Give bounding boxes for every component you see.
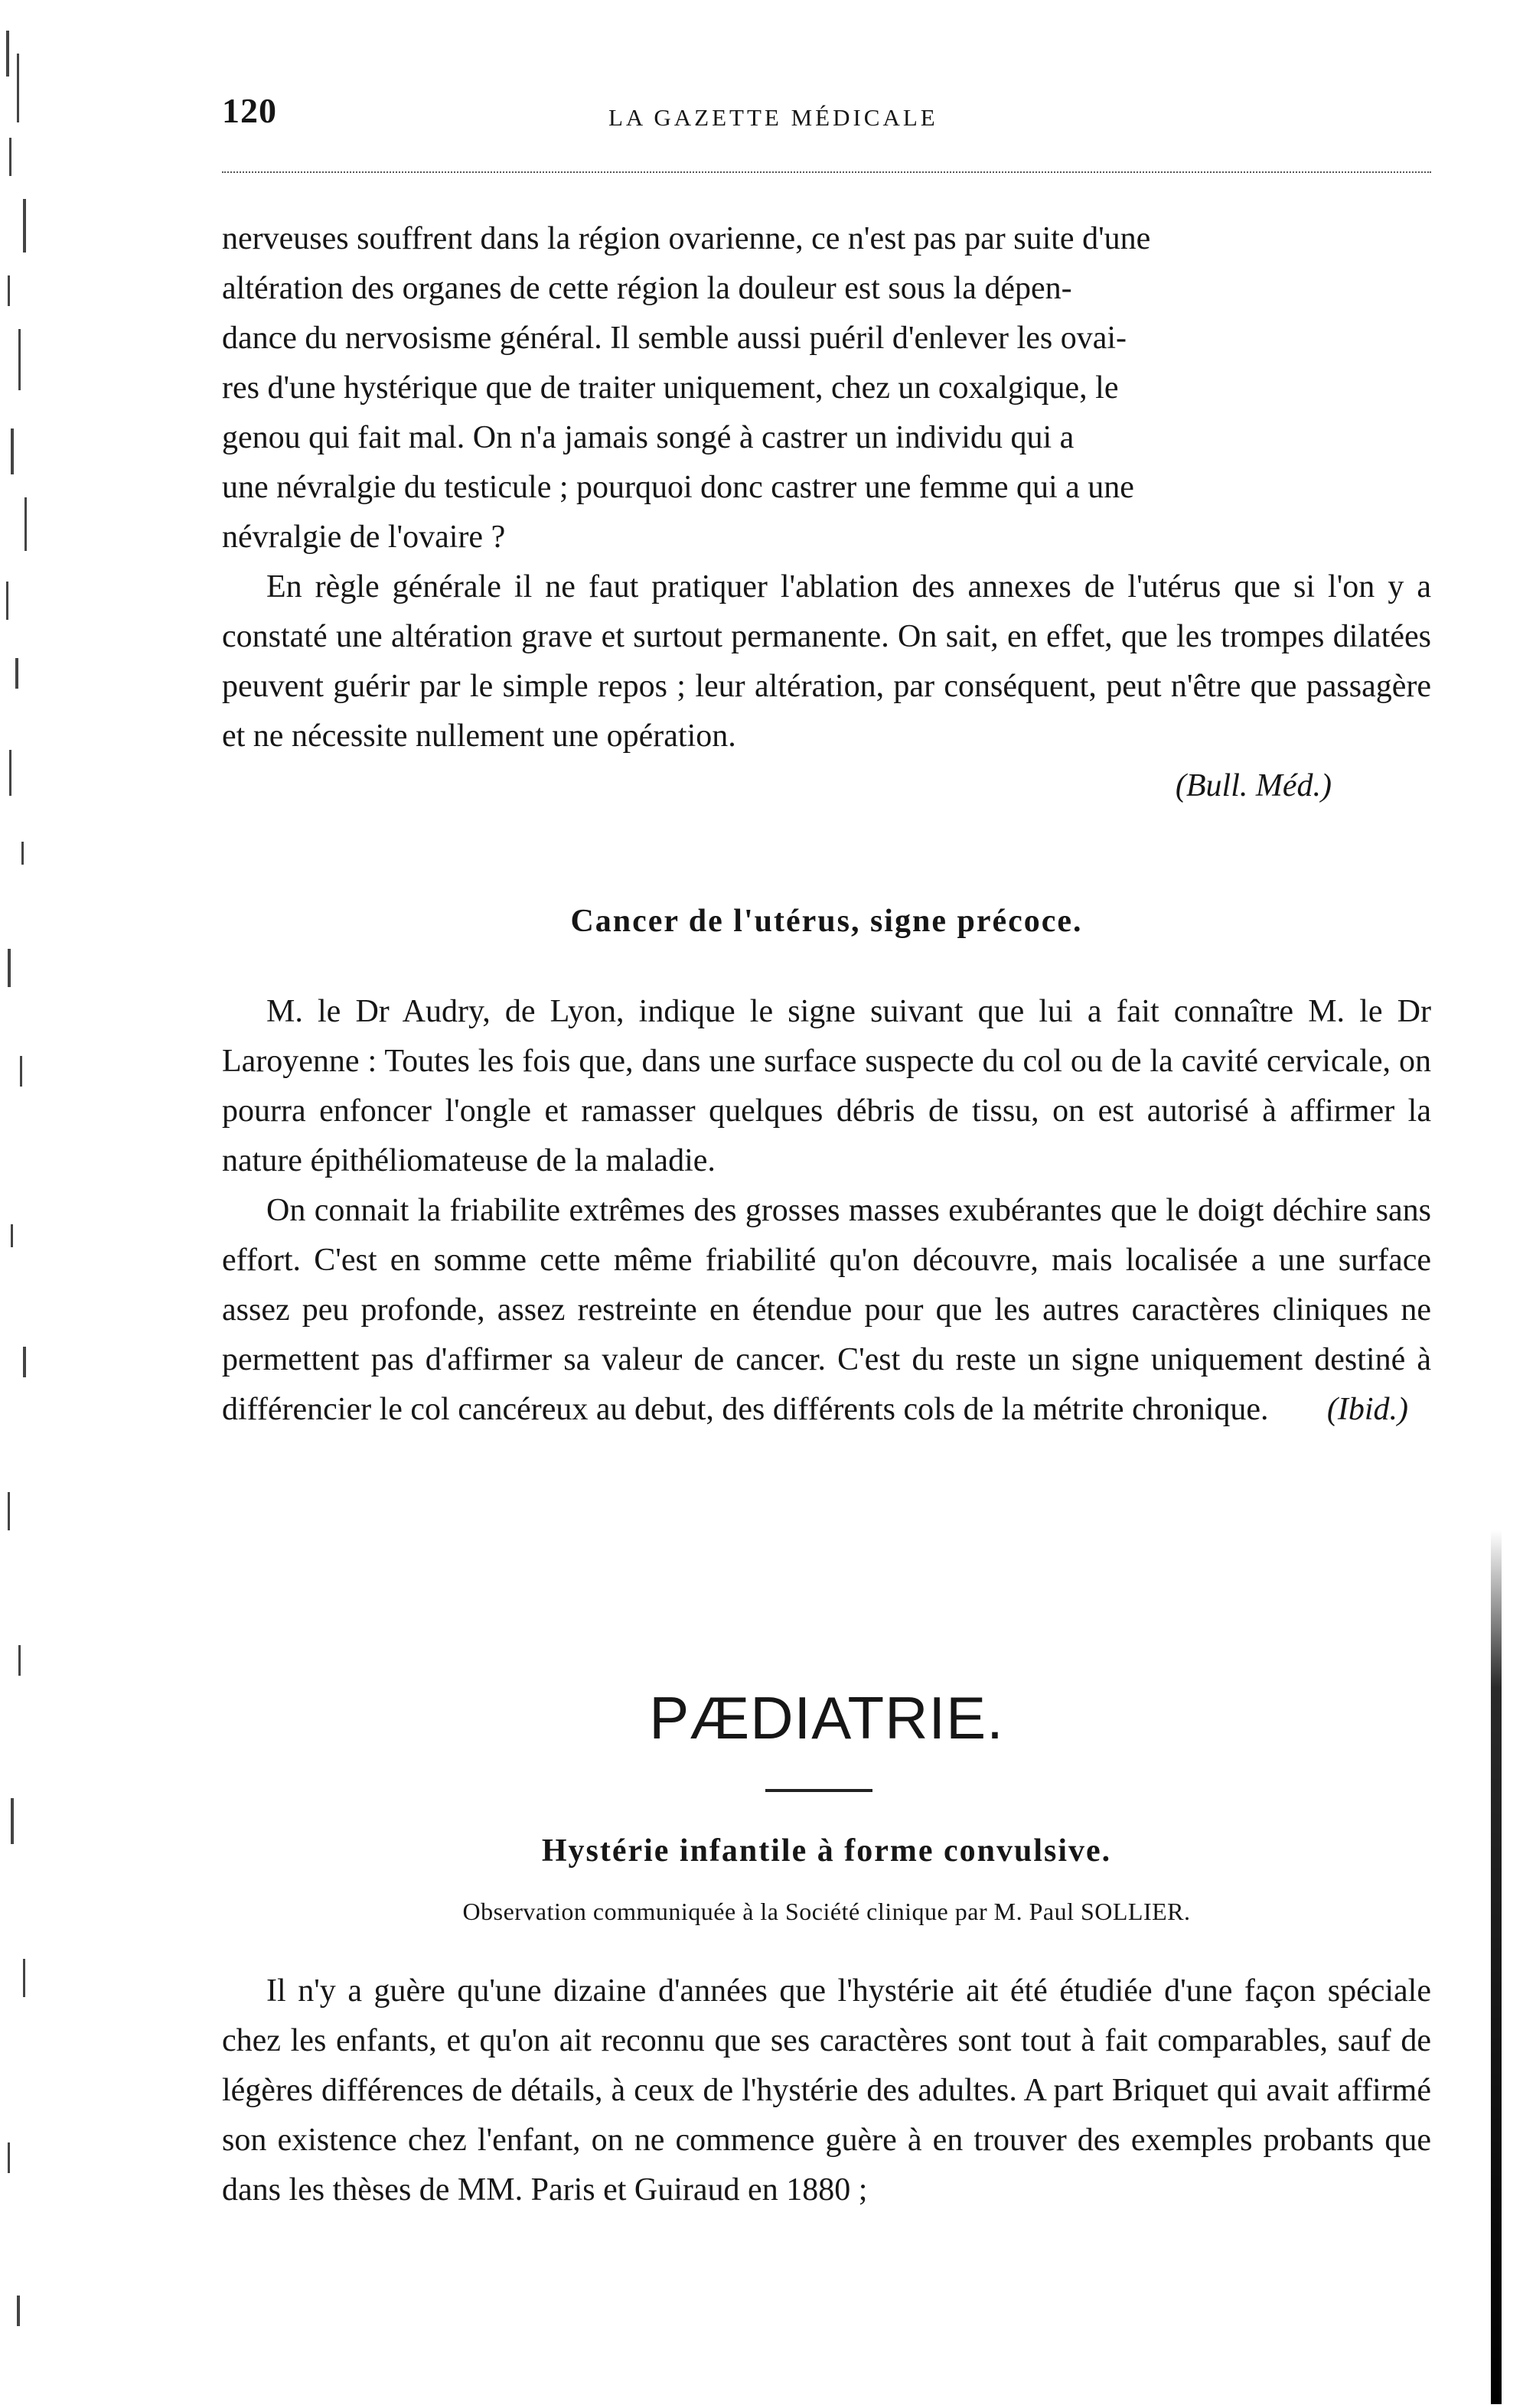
journal-title: LA GAZETTE MÉDICALE [608, 104, 938, 131]
article-heading: Hystérie infantile à forme convulsive. [541, 1833, 1112, 1869]
paragraph-line: névralgie de l'ovaire ? [222, 520, 506, 555]
section-title: PÆDIATRIE. [649, 1684, 1004, 1751]
article-heading: Cancer de l'utérus, signe précoce. [570, 904, 1083, 939]
article-body [222, 987, 1431, 1435]
page-number: 120 [222, 91, 277, 130]
citation: (Ibid.) [1326, 1392, 1408, 1427]
running-head [222, 90, 1431, 144]
scan-margin-artifacts [0, 0, 61, 2404]
paragraph: Il n'y a guère qu'une dizaine d'années que l'hystérie ait été étudiée d'une façon spéciale chez les enfants, et qu'on ait reconnu que ses caractères sont tout à fait comparables, sauf de légères différences de détails, à ceux de l'hystérie des adultes. A part Briquet qui avait affirmé son existence chez l'enfant, on ne commence guère à en trouver des exemples probants que dans les thèses de MM. Paris et Guiraud en 1880 ; [222, 1973, 1431, 2208]
paragraph-line: altération des organes de cette région la douleur est sous la dépen- [222, 271, 1072, 306]
scan-speckle-icon [0, 0, 61, 2404]
citation: (Bull. Méd.) [1175, 768, 1332, 803]
paragraph-line: res d'une hystérique que de traiter uniquement, chez un coxalgique, le [222, 370, 1119, 406]
paragraph: En règle générale il ne faut pratiquer l'ablation des annexes de l'utérus que si l'on y a constaté une altération grave et surtout permanente. On sait, en effet, que les trompes dilatées peuvent guérir par le simple repos ; leur altération, par conséquent, peut n'être que passagère et ne nécessite nullement une opération. [222, 569, 1431, 754]
paragraph-text: On connait la friabilite extrêmes des grosses masses exubérantes que le doigt déchire sans effort. C'est en somme cette même friabilité qu'on découvre, mais localisée a une surface assez peu profonde, assez restreinte en étendue pour que les autres caractères cliniques ne permettent pas d'affirmer sa valeur de cancer. C'est du reste un signe uniquement destiné à différencier le col cancéreux au debut, des différents cols de la métrite chronique. [222, 1193, 1431, 1427]
paragraph-line: une névralgie du testicule ; pourquoi donc castrer une femme qui a une [222, 470, 1134, 505]
header-divider [222, 171, 1431, 174]
article-continuation [222, 214, 1431, 811]
paragraph-line: dance du nervosisme général. Il semble aussi puéril d'enlever les ovai- [222, 321, 1127, 356]
paragraph [222, 1186, 1431, 1435]
article-body [222, 1966, 1431, 2215]
paragraph-line: genou qui fait mal. On n'a jamais songé à castrer un individu qui a [222, 420, 1075, 455]
section-divider [765, 1789, 872, 1792]
paragraph-line: nerveuses souffrent dans la région ovarienne, ce n'est pas par suite d'une [222, 221, 1151, 256]
binding-edge [1491, 1530, 1502, 2404]
paragraph: M. le Dr Audry, de Lyon, indique le signe suivant que lui a fait connaître M. le Dr Laroyenne : Toutes les fois que, dans une surface suspecte du col ou de la cavité cervicale, on pourra enfoncer l'ongle et ramasser quelques débris de tissu, on est autorisé à affirmer la nature épithéliomateuse de la maladie. [222, 994, 1431, 1178]
article-subtitle: Observation communiquée à la Société clinique par M. Paul SOLLIER. [462, 1898, 1191, 1925]
